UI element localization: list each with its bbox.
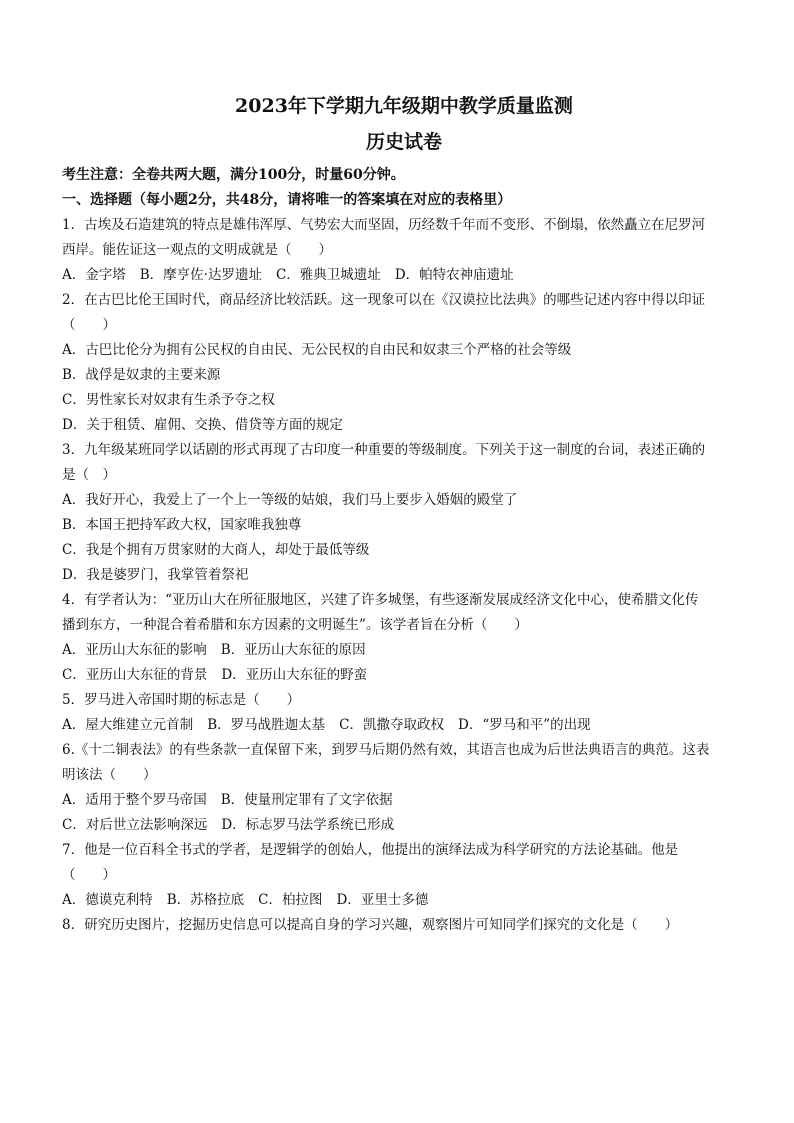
question-3 bbox=[62, 438, 746, 588]
options-row bbox=[62, 788, 746, 813]
answer-option: C．凯撒夺取政权 bbox=[339, 717, 445, 733]
question-stem-line: 3．九年级某班同学以话剧的形式再现了古印度一种重要的等级制度。下列关于这一制度的台词，表述正确的 bbox=[62, 442, 706, 458]
question-stem-line: 8．研究历史图片，挖掘历史信息可以提高自身的学习兴趣，观察图片可知同学们探究的文化是（ ） bbox=[62, 917, 679, 933]
answer-option: A．适用于整个罗马帝国 bbox=[62, 792, 207, 808]
exam-title: 2023年下学期九年级期中教学质量监测 bbox=[235, 95, 573, 117]
question-stem-line: 是（ ） bbox=[62, 467, 116, 483]
options-row bbox=[62, 888, 746, 913]
options-row bbox=[62, 663, 746, 688]
question-5 bbox=[62, 688, 746, 738]
question-7 bbox=[62, 838, 746, 913]
answer-option: D．关于租赁、雇佣、交换、借贷等方面的规定 bbox=[62, 417, 343, 433]
answer-option: C．男性家长对奴隶有生杀予夺之权 bbox=[62, 392, 275, 408]
answer-option: B．苏格拉底 bbox=[166, 892, 245, 908]
answer-option: D．帕特农神庙遗址 bbox=[394, 267, 514, 283]
question-stem-line: 2．在古巴比伦王国时代，商品经济比较活跃。这一现象可以在《汉谟拉比法典》的哪些记述内容中得以印证 bbox=[62, 292, 706, 308]
answer-option: B．使量刑定罪有了文字依据 bbox=[220, 792, 393, 808]
answer-option: C．柏拉图 bbox=[258, 892, 323, 908]
question-2 bbox=[62, 288, 746, 438]
options-row bbox=[62, 713, 746, 738]
question-stem-line: 4．有学者认为：“亚历山大在所征服地区，兴建了许多城堡，有些逐渐发展成经济文化中心，使希腊文化传 bbox=[62, 592, 699, 608]
question-stem-line: 西岸。能佐证这一观点的文明成就是（ ） bbox=[62, 242, 332, 258]
question-1 bbox=[62, 213, 746, 288]
question-stem-line: （ ） bbox=[62, 317, 116, 333]
answer-option: B．本国王把持军政大权，国家唯我独尊 bbox=[62, 517, 302, 533]
answer-option: C．我是个拥有万贯家财的大商人，却处于最低等级 bbox=[62, 542, 370, 558]
question-6 bbox=[62, 738, 746, 838]
answer-option: C．对后世立法影响深远 bbox=[62, 817, 208, 833]
question-stem-line: 6.《十二铜表法》的有些条款一直保留下来，到罗马后期仍然有效，其语言也成为后世法典语言的典范。这表 bbox=[62, 742, 710, 758]
question-stem-line: 5．罗马进入帝国时期的标志是（ ） bbox=[62, 692, 301, 708]
answer-option: C．亚历山大东征的背景 bbox=[62, 667, 208, 683]
answer-option: A．古巴比伦分为拥有公民权的自由民、无公民权的自由民和奴隶三个严格的社会等级 bbox=[62, 342, 572, 358]
options-row bbox=[62, 813, 746, 838]
answer-option: A．屋大维建立元首制 bbox=[62, 717, 194, 733]
question-stem-line: 1．古埃及石造建筑的特点是雄伟浑厚、气势宏大而坚固，历经数千年而不变形、不倒塌，依然矗立在尼罗河 bbox=[62, 217, 706, 233]
answer-option: A．我好开心，我爱上了一个上一等级的姑娘，我们马上要步入婚姻的殿堂了 bbox=[62, 492, 518, 508]
answer-option: D．标志罗马法学系统已形成 bbox=[221, 817, 395, 833]
question-stem-line: 7．他是一位百科全书式的学者，是逻辑学的创始人，他提出的演绎法成为科学研究的方法论基础。他是 bbox=[62, 842, 679, 858]
options-row bbox=[62, 263, 746, 288]
exam-subtitle: 历史试卷 bbox=[365, 131, 442, 153]
answer-option: D．亚历山大东征的野蛮 bbox=[221, 667, 368, 683]
exam-notice: 考生注意：全卷共两大题，满分100分，时量60分钟。 bbox=[62, 167, 405, 183]
answer-option: B．摩亨佐·达罗遗址 bbox=[139, 267, 262, 283]
options-row bbox=[62, 638, 746, 663]
answer-option: A．德谟克利特 bbox=[62, 892, 153, 908]
answer-option: D．亚里士多德 bbox=[336, 892, 429, 908]
answer-option: D．“罗马和平”的出现 bbox=[458, 717, 591, 733]
question-stem-line: 播到东方，一种混合着希腊和东方因素的文明诞生”。该学者旨在分析（ ） bbox=[62, 617, 528, 633]
answer-option: B．罗马战胜迦太基 bbox=[207, 717, 326, 733]
answer-option: B．战俘是奴隶的主要来源 bbox=[62, 367, 221, 383]
answer-option: C．雅典卫城遗址 bbox=[275, 267, 381, 283]
answer-option: A．亚历山大东征的影响 bbox=[62, 642, 207, 658]
section-heading: 一、选择题（每小题2分，共48分，请将唯一的答案填在对应的表格里） bbox=[62, 192, 512, 208]
answer-option: D．我是婆罗门，我掌管着祭祀 bbox=[62, 567, 249, 583]
question-stem-line: 明该法（ ） bbox=[62, 767, 157, 783]
question-8 bbox=[62, 913, 746, 938]
question-4 bbox=[62, 588, 746, 688]
question-stem-line: （ ） bbox=[62, 867, 116, 883]
answer-option: A．金字塔 bbox=[62, 267, 126, 283]
answer-option: B．亚历山大东征的原因 bbox=[220, 642, 366, 658]
question-list bbox=[62, 213, 746, 938]
